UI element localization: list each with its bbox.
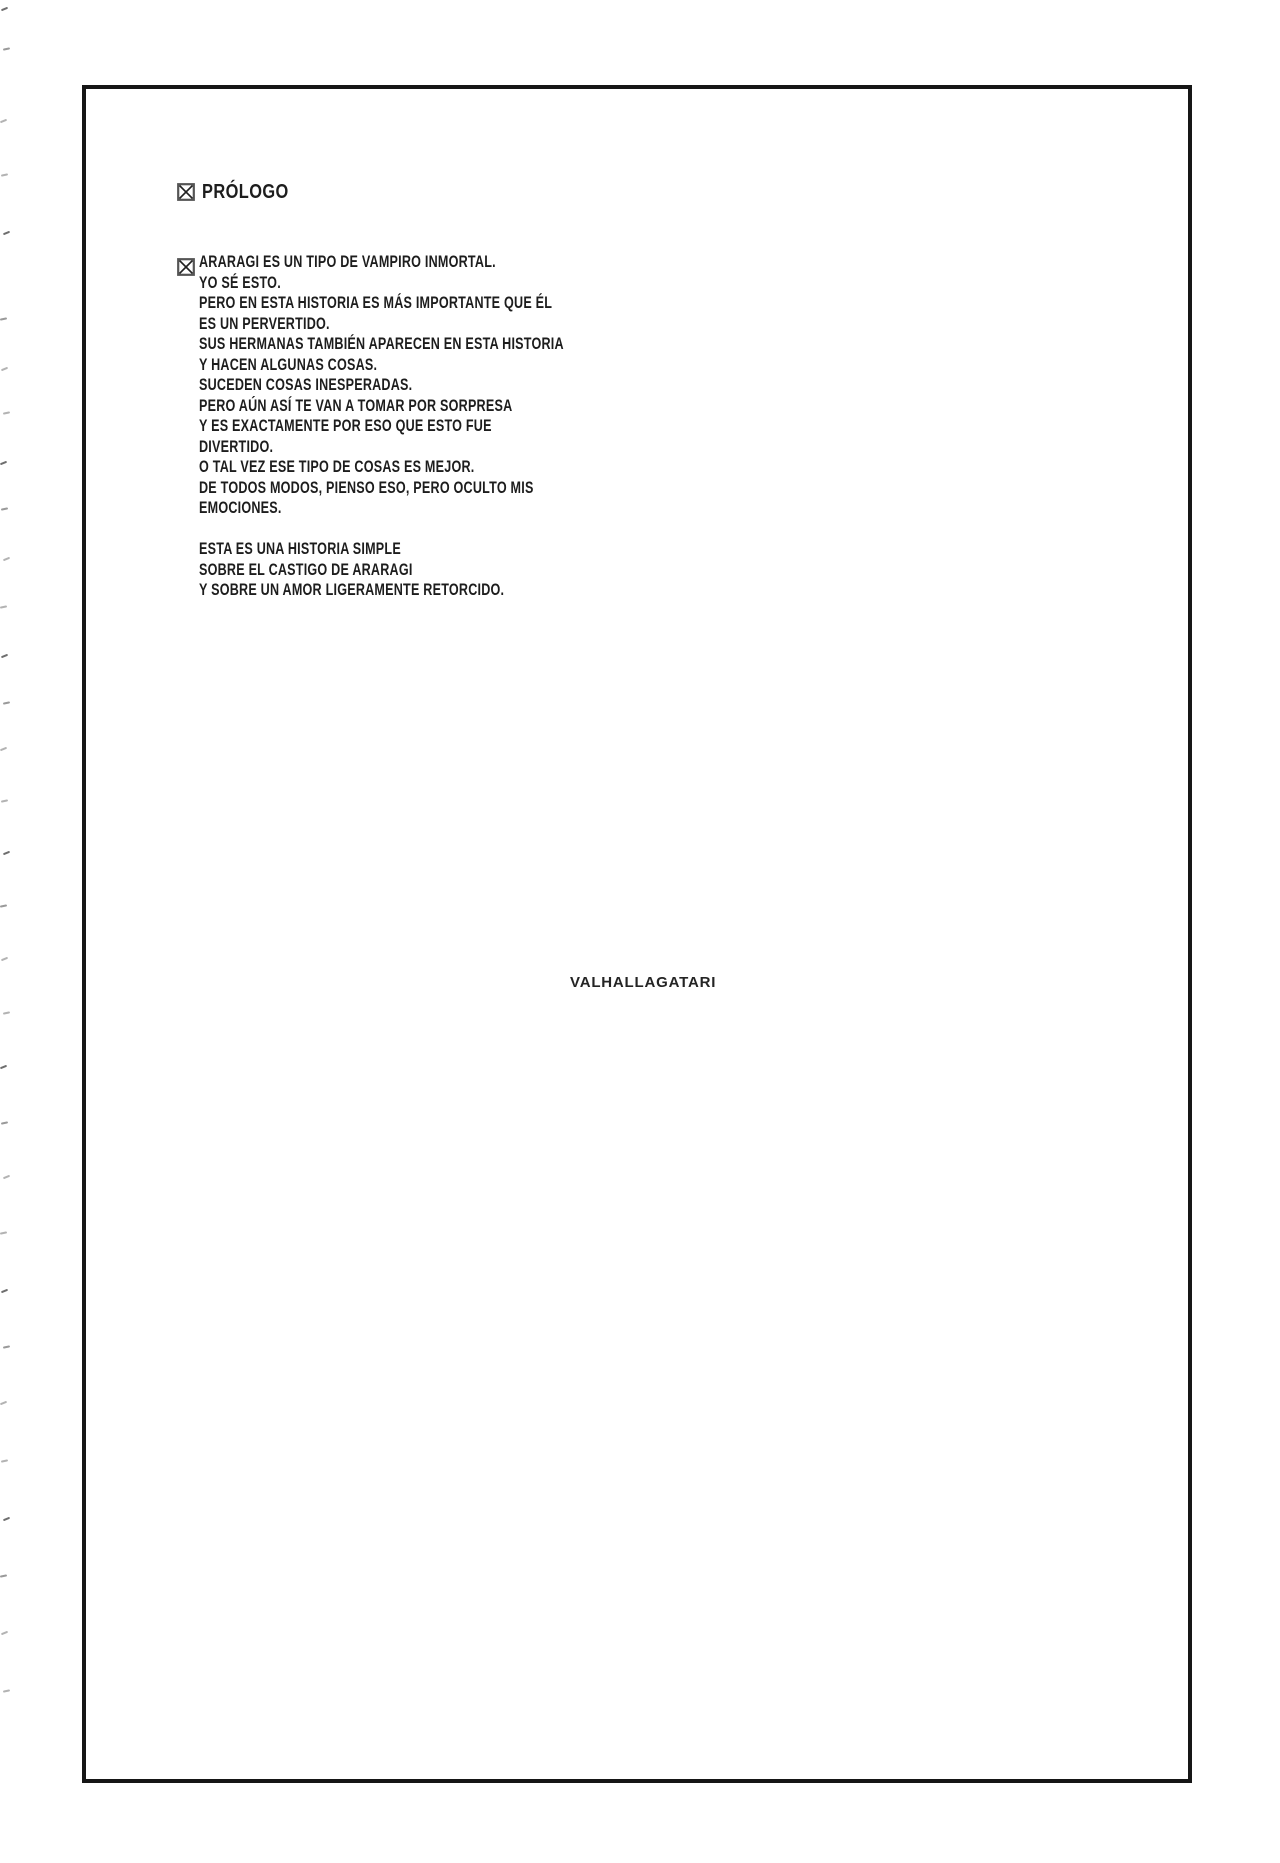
scan-artifact-mark [3,1175,10,1179]
scan-artifact-mark [3,1011,10,1014]
scan-artifact-mark [0,747,7,751]
paragraph-line: Y ES EXACTAMENTE POR ESO QUE ESTO FUE [199,416,492,435]
scan-artifact-mark [0,605,7,608]
boxed-x-icon [177,183,195,201]
scan-artifact-mark [3,557,10,561]
paragraph-line [199,519,564,540]
paragraph-line: SUCEDEN COSAS INESPERADAS. [199,375,413,394]
paragraph-line: PERO EN ESTA HISTORIA ES MÁS IMPORTANTE QUE ÉL [199,293,553,312]
scan-artifact-mark [3,851,10,855]
scan-artifact-mark [0,1065,7,1069]
paragraph-line: EMOCIONES. [199,498,282,517]
scan-artifact-mark [3,701,10,704]
scan-artifact-mark [1,957,8,961]
scan-artifact-mark [3,1517,10,1521]
paragraph-line: ESTA ES UNA HISTORIA SIMPLE [199,539,401,558]
paragraph-line: DE TODOS MODOS, PIENSO ESO, PERO OCULTO MIS [199,477,534,497]
prologue-paragraph [199,252,564,601]
scan-artifact-mark [1,507,8,510]
scan-artifact-mark [3,47,10,50]
scan-artifact-mark [1,1121,8,1124]
paragraph-line: ES UN PERVERTIDO. [199,313,330,333]
scan-artifact-mark [0,461,7,465]
scan-artifact-mark [0,1574,7,1577]
paragraph-line: YO SÉ ESTO. [199,272,281,292]
scan-artifact-mark [0,1231,7,1234]
scan-artifact-mark [1,1459,8,1462]
scan-artifact-mark [1,173,8,176]
scan-artifact-mark [3,411,10,414]
scan-artifact-mark [1,367,8,371]
scan-artifact-mark [3,231,10,235]
scan-artifact-mark [3,1689,10,1692]
scan-artifact-mark [1,7,8,11]
page-title: PRÓLOGO [202,181,289,203]
scan-artifact-mark [1,1289,8,1293]
scan-artifact-mark [1,1631,8,1635]
paragraph-line: Y SOBRE UN AMOR LIGERAMENTE RETORCIDO. [199,580,505,599]
paragraph-line: O TAL VEZ ESE TIPO DE COSAS ES MEJOR. [199,457,475,476]
credit-text: VALHALLAGATARI [570,974,717,991]
paragraph-line: SOBRE EL CASTIGO DE ARARAGI [199,559,413,579]
paragraph-line: SUS HERMANAS TAMBIÉN APARECEN EN ESTA HISTORIA [199,334,564,353]
paragraph-line: Y HACEN ALGUNAS COSAS. [199,354,378,374]
scan-artifact-mark [0,317,7,320]
scan-artifact-mark [1,799,8,802]
paragraph-line: ARARAGI ES UN TIPO DE VAMPIRO INMORTAL. [199,252,496,271]
scan-artifact-mark [0,904,7,907]
paragraph-line: PERO AÚN ASÍ TE VAN A TOMAR POR SORPRESA [199,395,513,415]
scan-artifact-mark [3,1345,10,1348]
boxed-x-icon [177,258,195,276]
paragraph-line: DIVERTIDO. [199,436,274,456]
scan-artifact-mark [1,654,8,658]
scan-artifact-mark [0,119,7,123]
scan-artifact-mark [0,1401,7,1405]
